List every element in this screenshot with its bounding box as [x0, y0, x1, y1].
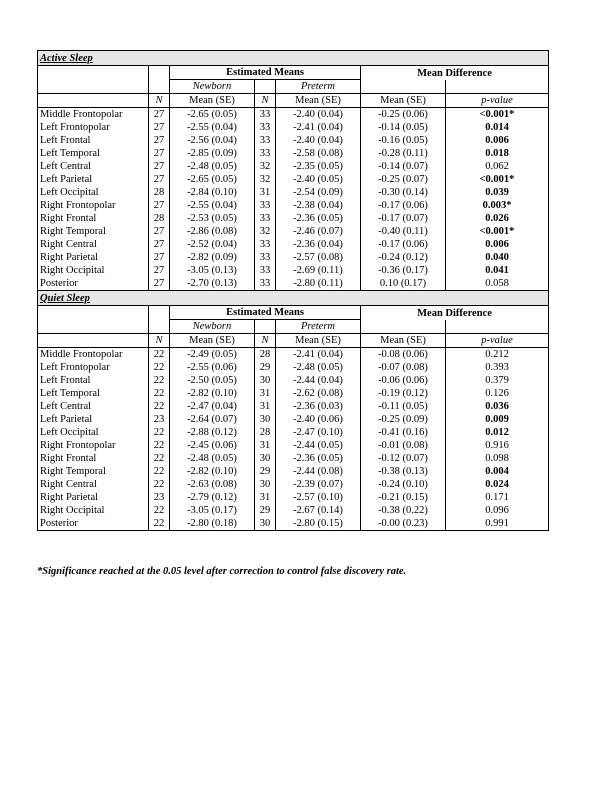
header-preterm-mean: Mean (SE) [276, 334, 361, 348]
newborn-n-cell: 22 [149, 452, 170, 465]
table-row [38, 186, 549, 199]
mean-difference-cell: -0.19 (0.12) [361, 387, 446, 400]
p-value-cell: 0.006 [446, 134, 549, 147]
table-row [38, 160, 549, 173]
mean-difference-cell: -0.25 (0.09) [361, 413, 446, 426]
preterm-mean-cell: -2.47 (0.10) [276, 426, 361, 439]
preterm-mean-cell: -2.41 (0.04) [276, 348, 361, 362]
region-cell: Right Frontopolar [38, 199, 149, 212]
region-cell: Left Parietal [38, 173, 149, 186]
newborn-n-cell: 27 [149, 134, 170, 147]
table-row [38, 478, 549, 491]
preterm-mean-cell: -2.36 (0.04) [276, 238, 361, 251]
p-value-cell: 0.991 [446, 517, 549, 531]
table-row [38, 452, 549, 465]
newborn-mean-cell: -2.63 (0.08) [170, 478, 255, 491]
header-blank [361, 320, 446, 334]
header-blank [38, 334, 149, 348]
region-cell: Right Parietal [38, 251, 149, 264]
header-mean-difference: Mean Difference [361, 66, 549, 80]
preterm-mean-cell: -2.40 (0.05) [276, 173, 361, 186]
header-diff-mean: Mean (SE) [361, 94, 446, 108]
p-value-cell: 0.026 [446, 212, 549, 225]
region-cell: Left Parietal [38, 413, 149, 426]
mean-difference-cell: -0.11 (0.05) [361, 400, 446, 413]
mean-difference-cell: -0.36 (0.17) [361, 264, 446, 277]
newborn-n-cell: 22 [149, 348, 170, 362]
region-cell: Left Temporal [38, 147, 149, 160]
newborn-n-cell: 27 [149, 160, 170, 173]
mean-difference-cell: -0.24 (0.10) [361, 478, 446, 491]
preterm-n-cell: 33 [255, 121, 276, 134]
header-row-groups-2 [38, 80, 549, 94]
preterm-mean-cell: -2.57 (0.08) [276, 251, 361, 264]
newborn-mean-cell: -2.45 (0.06) [170, 439, 255, 452]
preterm-n-cell: 30 [255, 517, 276, 531]
p-value-cell: 0.004 [446, 465, 549, 478]
newborn-mean-cell: -2.56 (0.04) [170, 134, 255, 147]
region-cell: Middle Frontopolar [38, 348, 149, 362]
newborn-n-cell: 27 [149, 199, 170, 212]
results-table [37, 50, 549, 531]
table-row [38, 264, 549, 277]
header-blank [361, 80, 446, 94]
p-value-cell: 0.393 [446, 361, 549, 374]
newborn-n-cell: 23 [149, 413, 170, 426]
p-value-cell: 0.041 [446, 264, 549, 277]
preterm-n-cell: 28 [255, 426, 276, 439]
region-cell: Right Frontopolar [38, 439, 149, 452]
region-cell: Right Temporal [38, 225, 149, 238]
header-newborn-mean: Mean (SE) [170, 94, 255, 108]
header-row-groups [38, 66, 549, 80]
table-row [38, 413, 549, 426]
region-cell: Left Central [38, 160, 149, 173]
region-cell: Right Frontal [38, 452, 149, 465]
p-value-cell: 0.212 [446, 348, 549, 362]
table-row [38, 400, 549, 413]
table-row [38, 426, 549, 439]
region-cell: Right Central [38, 478, 149, 491]
preterm-mean-cell: -2.62 (0.08) [276, 387, 361, 400]
table-row [38, 134, 549, 147]
newborn-mean-cell: -2.79 (0.12) [170, 491, 255, 504]
newborn-n-cell: 27 [149, 277, 170, 291]
p-value-cell: <0.001* [446, 225, 549, 238]
newborn-mean-cell: -2.82 (0.10) [170, 465, 255, 478]
newborn-mean-cell: -2.55 (0.04) [170, 121, 255, 134]
newborn-n-cell: 27 [149, 225, 170, 238]
section-header-row [38, 291, 549, 306]
mean-difference-cell: -0.01 (0.08) [361, 439, 446, 452]
newborn-mean-cell: -2.55 (0.06) [170, 361, 255, 374]
region-cell: Right Temporal [38, 465, 149, 478]
region-cell: Right Parietal [38, 491, 149, 504]
header-blank [149, 320, 170, 334]
preterm-n-cell: 31 [255, 439, 276, 452]
p-value-cell: 0.379 [446, 374, 549, 387]
preterm-n-cell: 33 [255, 199, 276, 212]
mean-difference-cell: -0.21 (0.15) [361, 491, 446, 504]
header-estimated-means: Estimated Means [170, 306, 361, 320]
mean-difference-cell: -0.00 (0.23) [361, 517, 446, 531]
header-blank [255, 320, 276, 334]
region-cell: Middle Frontopolar [38, 108, 149, 122]
table-row [38, 212, 549, 225]
mean-difference-cell: -0.28 (0.11) [361, 147, 446, 160]
newborn-mean-cell: -2.86 (0.08) [170, 225, 255, 238]
p-value-cell: 0.062 [446, 160, 549, 173]
newborn-mean-cell: -2.84 (0.10) [170, 186, 255, 199]
preterm-n-cell: 33 [255, 277, 276, 291]
p-value-cell: <0.001* [446, 173, 549, 186]
header-newborn-n: N [149, 334, 170, 348]
newborn-n-cell: 22 [149, 478, 170, 491]
section-title: Quiet Sleep [38, 291, 549, 306]
newborn-mean-cell: -2.70 (0.13) [170, 277, 255, 291]
p-value-cell: 0.009 [446, 413, 549, 426]
table-row [38, 108, 549, 122]
newborn-mean-cell: -2.82 (0.10) [170, 387, 255, 400]
p-value-cell: 0.040 [446, 251, 549, 264]
header-blank [446, 320, 549, 334]
preterm-n-cell: 29 [255, 361, 276, 374]
newborn-n-cell: 22 [149, 439, 170, 452]
preterm-n-cell: 30 [255, 374, 276, 387]
newborn-mean-cell: -2.48 (0.05) [170, 452, 255, 465]
mean-difference-cell: -0.38 (0.22) [361, 504, 446, 517]
mean-difference-cell: -0.16 (0.05) [361, 134, 446, 147]
newborn-mean-cell: -2.82 (0.09) [170, 251, 255, 264]
preterm-mean-cell: -2.40 (0.04) [276, 134, 361, 147]
header-blank [149, 80, 170, 94]
p-value-cell: 0.058 [446, 277, 549, 291]
header-row-groups [38, 306, 549, 320]
header-newborn: Newborn [170, 320, 255, 334]
preterm-n-cell: 32 [255, 173, 276, 186]
preterm-n-cell: 31 [255, 491, 276, 504]
table-row [38, 517, 549, 531]
table-row [38, 491, 549, 504]
newborn-mean-cell: -2.49 (0.05) [170, 348, 255, 362]
p-value-cell: 0.024 [446, 478, 549, 491]
preterm-n-cell: 29 [255, 465, 276, 478]
preterm-n-cell: 31 [255, 387, 276, 400]
preterm-mean-cell: -2.57 (0.10) [276, 491, 361, 504]
preterm-mean-cell: -2.41 (0.04) [276, 121, 361, 134]
preterm-n-cell: 31 [255, 186, 276, 199]
newborn-mean-cell: -2.80 (0.18) [170, 517, 255, 531]
preterm-mean-cell: -2.48 (0.05) [276, 361, 361, 374]
p-value-cell: 0.039 [446, 186, 549, 199]
header-estimated-means: Estimated Means [170, 66, 361, 80]
mean-difference-cell: -0.41 (0.16) [361, 426, 446, 439]
region-cell: Right Frontal [38, 212, 149, 225]
preterm-mean-cell: -2.67 (0.14) [276, 504, 361, 517]
region-cell: Left Central [38, 400, 149, 413]
preterm-n-cell: 30 [255, 452, 276, 465]
header-preterm-mean: Mean (SE) [276, 94, 361, 108]
newborn-mean-cell: -2.50 (0.05) [170, 374, 255, 387]
newborn-n-cell: 27 [149, 264, 170, 277]
mean-difference-cell: -0.12 (0.07) [361, 452, 446, 465]
header-blank [255, 80, 276, 94]
preterm-mean-cell: -2.39 (0.07) [276, 478, 361, 491]
region-cell: Left Frontal [38, 134, 149, 147]
table-row [38, 251, 549, 264]
header-mean-difference: Mean Difference [361, 306, 549, 320]
newborn-n-cell: 22 [149, 517, 170, 531]
region-cell: Left Frontal [38, 374, 149, 387]
header-row-columns [38, 334, 549, 348]
mean-difference-cell: -0.24 (0.12) [361, 251, 446, 264]
mean-difference-cell: 0.10 (0.17) [361, 277, 446, 291]
preterm-mean-cell: -2.44 (0.04) [276, 374, 361, 387]
p-value-cell: 0.096 [446, 504, 549, 517]
mean-difference-cell: -0.38 (0.13) [361, 465, 446, 478]
newborn-mean-cell: -2.85 (0.09) [170, 147, 255, 160]
header-newborn-mean: Mean (SE) [170, 334, 255, 348]
region-cell: Left Occipital [38, 426, 149, 439]
table-row [38, 387, 549, 400]
newborn-mean-cell: -2.48 (0.05) [170, 160, 255, 173]
region-cell: Right Occipital [38, 264, 149, 277]
table-row [38, 465, 549, 478]
header-row-columns [38, 94, 549, 108]
preterm-mean-cell: -2.35 (0.05) [276, 160, 361, 173]
table-row [38, 504, 549, 517]
table-row [38, 225, 549, 238]
section-header-row [38, 51, 549, 66]
region-cell: Posterior [38, 517, 149, 531]
newborn-mean-cell: -2.52 (0.04) [170, 238, 255, 251]
p-value-cell: 0.126 [446, 387, 549, 400]
preterm-mean-cell: -2.38 (0.04) [276, 199, 361, 212]
newborn-n-cell: 22 [149, 387, 170, 400]
header-newborn-n: N [149, 94, 170, 108]
footnote: *Significance reached at the 0.05 level after correction to control false discovery rate. [37, 566, 407, 577]
p-value-cell: 0.012 [446, 426, 549, 439]
newborn-n-cell: 27 [149, 147, 170, 160]
newborn-mean-cell: -2.64 (0.07) [170, 413, 255, 426]
header-blank [38, 80, 149, 94]
header-row-groups-2 [38, 320, 549, 334]
newborn-mean-cell: -2.88 (0.12) [170, 426, 255, 439]
header-blank [446, 80, 549, 94]
p-value-cell: 0.006 [446, 238, 549, 251]
newborn-n-cell: 22 [149, 465, 170, 478]
newborn-mean-cell: -2.55 (0.04) [170, 199, 255, 212]
preterm-mean-cell: -2.44 (0.08) [276, 465, 361, 478]
region-cell: Left Temporal [38, 387, 149, 400]
header-blank [149, 66, 170, 80]
newborn-mean-cell: -2.65 (0.05) [170, 173, 255, 186]
header-blank [38, 94, 149, 108]
header-p-value: p-value [446, 94, 549, 108]
region-cell: Right Central [38, 238, 149, 251]
mean-difference-cell: -0.17 (0.07) [361, 212, 446, 225]
section-title: Active Sleep [38, 51, 549, 66]
table-row [38, 173, 549, 186]
preterm-mean-cell: -2.36 (0.05) [276, 212, 361, 225]
header-diff-mean: Mean (SE) [361, 334, 446, 348]
newborn-n-cell: 27 [149, 173, 170, 186]
mean-difference-cell: -0.25 (0.07) [361, 173, 446, 186]
p-value-cell: 0.916 [446, 439, 549, 452]
newborn-n-cell: 22 [149, 426, 170, 439]
p-value-cell: 0.003* [446, 199, 549, 212]
preterm-n-cell: 33 [255, 147, 276, 160]
preterm-n-cell: 31 [255, 400, 276, 413]
header-newborn: Newborn [170, 80, 255, 94]
newborn-mean-cell: -3.05 (0.17) [170, 504, 255, 517]
p-value-cell: 0.171 [446, 491, 549, 504]
preterm-n-cell: 32 [255, 160, 276, 173]
header-preterm: Preterm [276, 80, 361, 94]
mean-difference-cell: -0.07 (0.08) [361, 361, 446, 374]
table-row [38, 238, 549, 251]
header-blank [38, 320, 149, 334]
mean-difference-cell: -0.14 (0.05) [361, 121, 446, 134]
newborn-n-cell: 27 [149, 121, 170, 134]
preterm-n-cell: 32 [255, 225, 276, 238]
preterm-mean-cell: -2.69 (0.11) [276, 264, 361, 277]
table-row [38, 147, 549, 160]
preterm-mean-cell: -2.44 (0.05) [276, 439, 361, 452]
region-cell: Left Occipital [38, 186, 149, 199]
p-value-cell: 0.098 [446, 452, 549, 465]
table-row [38, 439, 549, 452]
preterm-n-cell: 33 [255, 238, 276, 251]
newborn-n-cell: 27 [149, 238, 170, 251]
newborn-n-cell: 22 [149, 400, 170, 413]
newborn-n-cell: 22 [149, 504, 170, 517]
header-blank [38, 66, 149, 80]
newborn-n-cell: 27 [149, 108, 170, 122]
newborn-mean-cell: -2.65 (0.05) [170, 108, 255, 122]
preterm-n-cell: 30 [255, 413, 276, 426]
preterm-n-cell: 33 [255, 134, 276, 147]
table-row [38, 348, 549, 362]
table-row [38, 121, 549, 134]
table-row [38, 374, 549, 387]
region-cell: Posterior [38, 277, 149, 291]
preterm-n-cell: 29 [255, 504, 276, 517]
header-preterm: Preterm [276, 320, 361, 334]
header-blank [149, 306, 170, 320]
preterm-mean-cell: -2.80 (0.15) [276, 517, 361, 531]
newborn-n-cell: 22 [149, 361, 170, 374]
preterm-n-cell: 33 [255, 251, 276, 264]
newborn-mean-cell: -2.47 (0.04) [170, 400, 255, 413]
mean-difference-cell: -0.17 (0.06) [361, 199, 446, 212]
p-value-cell: <0.001* [446, 108, 549, 122]
newborn-n-cell: 28 [149, 186, 170, 199]
header-preterm-n: N [255, 94, 276, 108]
preterm-mean-cell: -2.46 (0.07) [276, 225, 361, 238]
newborn-n-cell: 27 [149, 251, 170, 264]
mean-difference-cell: -0.08 (0.06) [361, 348, 446, 362]
table-row [38, 361, 549, 374]
preterm-n-cell: 33 [255, 212, 276, 225]
preterm-mean-cell: -2.40 (0.04) [276, 108, 361, 122]
preterm-mean-cell: -2.80 (0.11) [276, 277, 361, 291]
header-blank [38, 306, 149, 320]
p-value-cell: 0.036 [446, 400, 549, 413]
table-row [38, 277, 549, 291]
newborn-mean-cell: -2.53 (0.05) [170, 212, 255, 225]
preterm-n-cell: 33 [255, 108, 276, 122]
preterm-mean-cell: -2.40 (0.06) [276, 413, 361, 426]
mean-difference-cell: -0.06 (0.06) [361, 374, 446, 387]
mean-difference-cell: -0.25 (0.06) [361, 108, 446, 122]
preterm-mean-cell: -2.36 (0.05) [276, 452, 361, 465]
region-cell: Right Occipital [38, 504, 149, 517]
newborn-n-cell: 23 [149, 491, 170, 504]
header-p-value: p-value [446, 334, 549, 348]
newborn-mean-cell: -3.05 (0.13) [170, 264, 255, 277]
preterm-n-cell: 33 [255, 264, 276, 277]
mean-difference-cell: -0.40 (0.11) [361, 225, 446, 238]
newborn-n-cell: 22 [149, 374, 170, 387]
mean-difference-cell: -0.30 (0.14) [361, 186, 446, 199]
newborn-n-cell: 28 [149, 212, 170, 225]
preterm-n-cell: 30 [255, 478, 276, 491]
region-cell: Left Frontopolar [38, 121, 149, 134]
mean-difference-cell: -0.17 (0.06) [361, 238, 446, 251]
p-value-cell: 0.018 [446, 147, 549, 160]
table-row [38, 199, 549, 212]
preterm-mean-cell: -2.54 (0.09) [276, 186, 361, 199]
preterm-mean-cell: -2.58 (0.08) [276, 147, 361, 160]
preterm-n-cell: 28 [255, 348, 276, 362]
header-preterm-n: N [255, 334, 276, 348]
mean-difference-cell: -0.14 (0.07) [361, 160, 446, 173]
region-cell: Left Frontopolar [38, 361, 149, 374]
p-value-cell: 0.014 [446, 121, 549, 134]
preterm-mean-cell: -2.36 (0.03) [276, 400, 361, 413]
